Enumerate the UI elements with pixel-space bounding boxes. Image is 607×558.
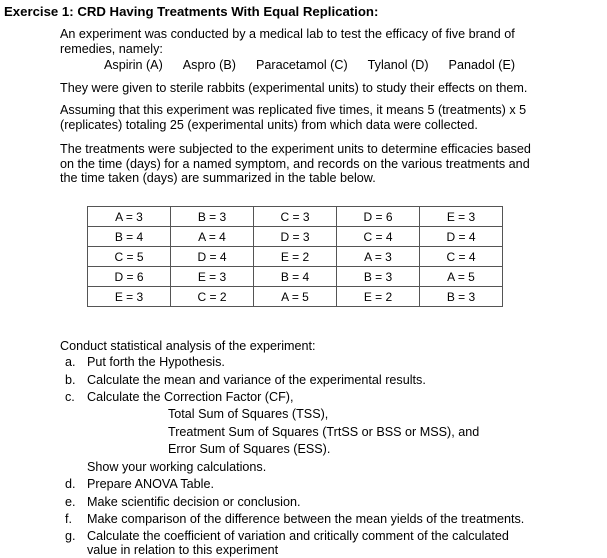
instruction-b: Calculate the mean and variance of the experimental results. xyxy=(87,373,426,387)
marker-c: c. xyxy=(65,390,75,404)
instruction-f: Make comparison of the difference between the mean yields of the treatments. xyxy=(87,512,525,526)
table-cell: B = 3 xyxy=(337,267,420,287)
instruction-a: Put forth the Hypothesis. xyxy=(87,355,225,369)
instructions-heading: Conduct statistical analysis of the experiment: xyxy=(60,339,316,353)
intro-line-2: remedies, namely: xyxy=(60,41,163,56)
remedy-aspirin: Aspirin (A) xyxy=(104,58,163,72)
paragraph-replication xyxy=(60,103,580,132)
marker-g: g. xyxy=(65,529,76,543)
table-cell: A = 5 xyxy=(254,287,337,307)
instruction-g: Calculate the coefficient of variation and critically comment of the calculated xyxy=(87,529,509,543)
treatments-line-2: on the time (days) for a named symptom, and records on the various treatments and xyxy=(60,156,530,171)
marker-b: b. xyxy=(65,373,76,387)
table-cell: E = 2 xyxy=(254,247,337,267)
table-cell: C = 2 xyxy=(171,287,254,307)
marker-e: e. xyxy=(65,495,76,509)
remedies-list xyxy=(104,58,535,72)
remedy-tylanol: Tylanol (D) xyxy=(367,58,429,72)
marker-f: f. xyxy=(65,512,72,526)
table-cell: B = 3 xyxy=(171,207,254,227)
replication-line-2: (replicates) totaling 25 (experimental units) from which data were collected. xyxy=(60,117,478,132)
instruction-c-ess: Error Sum of Squares (ESS). xyxy=(168,442,331,456)
table-cell: B = 3 xyxy=(420,287,503,307)
instruction-g-continued: value in relation to this experiment xyxy=(87,543,279,557)
paragraph-treatments xyxy=(60,142,580,186)
instruction-d: Prepare ANOVA Table. xyxy=(87,477,214,491)
table-cell: A = 3 xyxy=(337,247,420,267)
instruction-e: Make scientific decision or conclusion. xyxy=(87,495,301,509)
table-cell: A = 3 xyxy=(88,207,171,227)
table-cell: A = 5 xyxy=(420,267,503,287)
table-row xyxy=(88,287,503,307)
table-cell: D = 3 xyxy=(254,227,337,247)
remedy-aspro: Aspro (B) xyxy=(182,58,236,72)
replication-line-1: Assuming that this experiment was replicated five times, it means 5 (treatments) x 5 xyxy=(60,103,527,117)
instruction-c: Calculate the Correction Factor (CF), xyxy=(87,390,294,404)
table-cell: E = 3 xyxy=(420,207,503,227)
table-cell: E = 2 xyxy=(337,287,420,307)
intro-paragraph xyxy=(60,27,580,56)
marker-d: d. xyxy=(65,477,76,491)
table-cell: B = 4 xyxy=(254,267,337,287)
table-cell: C = 3 xyxy=(254,207,337,227)
remedy-panadol: Panadol (E) xyxy=(448,58,516,72)
table-cell: C = 4 xyxy=(420,247,503,267)
table-row xyxy=(88,227,503,247)
results-table xyxy=(87,206,503,307)
table-cell: A = 4 xyxy=(171,227,254,247)
table-cell: D = 6 xyxy=(337,207,420,227)
table-cell: D = 4 xyxy=(420,227,503,247)
instruction-c-tss: Total Sum of Squares (TSS), xyxy=(168,407,329,421)
table-row xyxy=(88,247,503,267)
paragraph-rabbits: They were given to sterile rabbits (experimental units) to study their effects on them. xyxy=(60,81,528,95)
table-row xyxy=(88,207,503,227)
exercise-title: Exercise 1: CRD Having Treatments With Equal Replication: xyxy=(4,4,379,19)
treatments-line-3: the time taken (days) are summarized in the table below. xyxy=(60,171,376,186)
intro-line-1: An experiment was conducted by a medical lab to test the efficacy of five brand of xyxy=(60,27,515,41)
table-cell: D = 4 xyxy=(171,247,254,267)
instruction-c-show-work: Show your working calculations. xyxy=(87,460,267,474)
remedy-paracetamol: Paracetamol (C) xyxy=(255,58,348,72)
table-cell: E = 3 xyxy=(88,287,171,307)
marker-a: a. xyxy=(65,355,76,369)
instruction-c-trtss: Treatment Sum of Squares (TrtSS or BSS or MSS), and xyxy=(168,425,480,439)
table-cell: C = 4 xyxy=(337,227,420,247)
table-row xyxy=(88,267,503,287)
table-cell: C = 5 xyxy=(88,247,171,267)
table-cell: B = 4 xyxy=(88,227,171,247)
table-cell: D = 6 xyxy=(88,267,171,287)
treatments-line-1: The treatments were subjected to the experiment units to determine efficacies based xyxy=(60,142,531,156)
table-cell: E = 3 xyxy=(171,267,254,287)
